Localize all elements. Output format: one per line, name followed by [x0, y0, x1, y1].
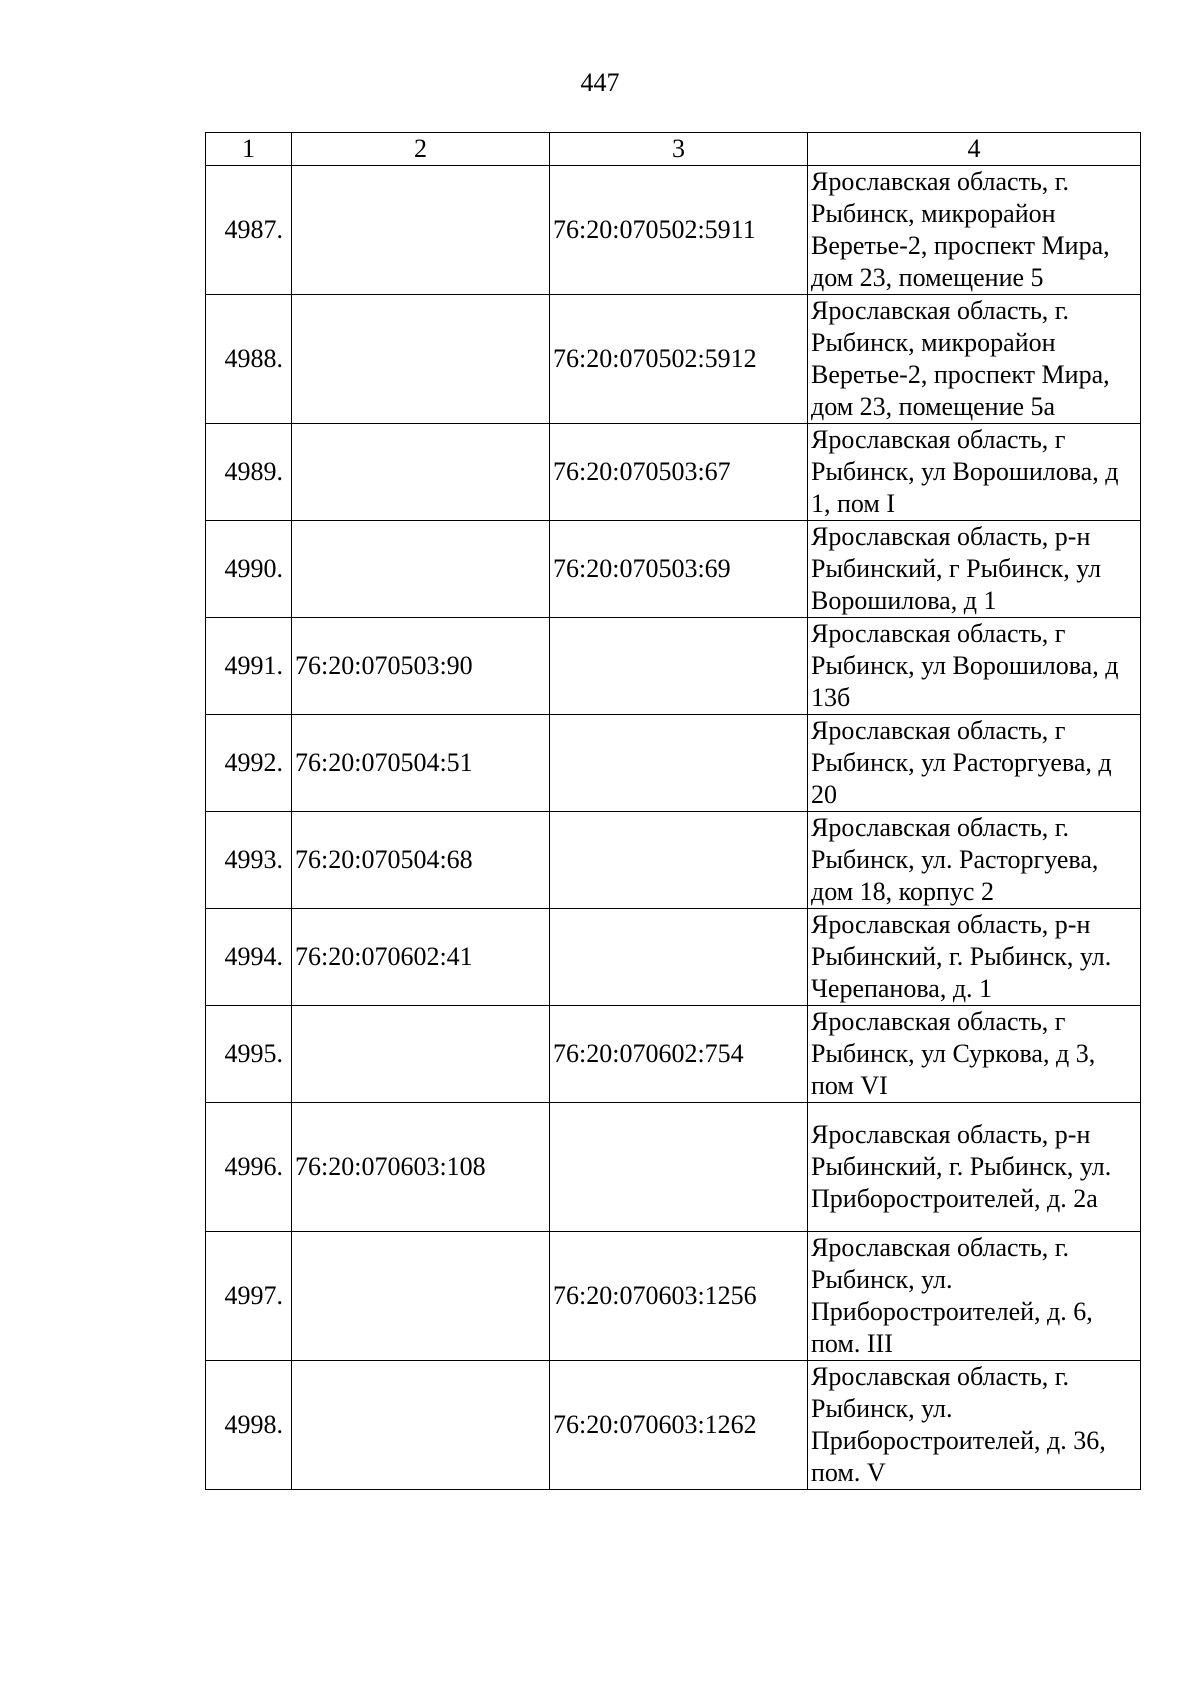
header-row — [206, 133, 1141, 166]
cadastral-number-col3: 76:20:070502:5911 — [550, 166, 808, 295]
cadastral-number-col2 — [292, 1361, 550, 1490]
cadastral-number-col3: 76:20:070602:754 — [550, 1006, 808, 1103]
table-row — [206, 521, 1141, 618]
address-cell: Ярославская область, р-н Рыбинский, г. Рыбинск, ул. Черепанова, д. 1 — [808, 909, 1141, 1006]
address-cell: Ярославская область, р-н Рыбинский, г. Рыбинск, ул. Приборостроителей, д. 2а — [808, 1103, 1141, 1232]
address-cell: Ярославская область, г. Рыбинск, микрорайон Веретье-2, проспект Мира, дом 23, помещение 5а — [808, 295, 1141, 424]
table-row — [206, 909, 1141, 1006]
address-cell: Ярославская область, р-н Рыбинский, г Рыбинск, ул Ворошилова, д 1 — [808, 521, 1141, 618]
column-header-2: 2 — [292, 133, 550, 166]
cadastral-number-col2: 76:20:070503:90 — [292, 618, 550, 715]
registry-table — [205, 132, 1141, 1490]
address-cell: Ярославская область, г. Рыбинск, ул. Расторгуева, дом 18, корпус 2 — [808, 812, 1141, 909]
column-header-4: 4 — [808, 133, 1141, 166]
row-number: 4988. — [206, 295, 292, 424]
cadastral-number-col2 — [292, 295, 550, 424]
address-cell: Ярославская область, г. Рыбинск, ул. Приборостроителей, д. 6, пом. III — [808, 1232, 1141, 1361]
table-row — [206, 166, 1141, 295]
table-row — [206, 1103, 1141, 1232]
row-number: 4994. — [206, 909, 292, 1006]
cadastral-number-col3 — [550, 715, 808, 812]
table-row — [206, 1232, 1141, 1361]
row-number: 4991. — [206, 618, 292, 715]
address-cell: Ярославская область, г Рыбинск, ул Ворошилова, д 1, пом I — [808, 424, 1141, 521]
table-header — [206, 133, 1141, 166]
cadastral-number-col2: 76:20:070504:68 — [292, 812, 550, 909]
row-number: 4996. — [206, 1103, 292, 1232]
cadastral-number-col3: 76:20:070502:5912 — [550, 295, 808, 424]
table-row — [206, 295, 1141, 424]
table-row — [206, 1361, 1141, 1490]
address-cell: Ярославская область, г. Рыбинск, микрорайон Веретье-2, проспект Мира, дом 23, помещение 5 — [808, 166, 1141, 295]
row-number: 4998. — [206, 1361, 292, 1490]
row-number: 4993. — [206, 812, 292, 909]
cadastral-number-col2 — [292, 521, 550, 618]
page-number: 447 — [580, 68, 620, 97]
address-cell: Ярославская область, г Рыбинск, ул Расторгуева, д 20 — [808, 715, 1141, 812]
table-row — [206, 424, 1141, 521]
table-row — [206, 715, 1141, 812]
cadastral-number-col3: 76:20:070503:69 — [550, 521, 808, 618]
column-header-3: 3 — [550, 133, 808, 166]
table-body — [206, 166, 1141, 1490]
row-number: 4990. — [206, 521, 292, 618]
cadastral-number-col2 — [292, 166, 550, 295]
address-cell: Ярославская область, г Рыбинск, ул Ворошилова, д 13б — [808, 618, 1141, 715]
cadastral-number-col2: 76:20:070603:108 — [292, 1103, 550, 1232]
cadastral-number-col3 — [550, 909, 808, 1006]
cadastral-number-col3 — [550, 812, 808, 909]
row-number: 4992. — [206, 715, 292, 812]
cadastral-number-col3: 76:20:070503:67 — [550, 424, 808, 521]
cadastral-number-col2 — [292, 1232, 550, 1361]
table-row — [206, 1006, 1141, 1103]
cadastral-number-col3 — [550, 1103, 808, 1232]
row-number: 4989. — [206, 424, 292, 521]
row-number: 4997. — [206, 1232, 292, 1361]
cadastral-number-col3 — [550, 618, 808, 715]
cadastral-number-col3: 76:20:070603:1262 — [550, 1361, 808, 1490]
column-header-1: 1 — [206, 133, 292, 166]
cadastral-number-col2 — [292, 1006, 550, 1103]
address-cell: Ярославская область, г Рыбинск, ул Суркова, д 3, пом VI — [808, 1006, 1141, 1103]
row-number: 4995. — [206, 1006, 292, 1103]
cadastral-number-col2: 76:20:070504:51 — [292, 715, 550, 812]
table-row — [206, 618, 1141, 715]
table-row — [206, 812, 1141, 909]
row-number: 4987. — [206, 166, 292, 295]
address-cell: Ярославская область, г. Рыбинск, ул. Приборостроителей, д. 36, пом. V — [808, 1361, 1141, 1490]
cadastral-number-col2: 76:20:070602:41 — [292, 909, 550, 1006]
cadastral-number-col2 — [292, 424, 550, 521]
cadastral-number-col3: 76:20:070603:1256 — [550, 1232, 808, 1361]
